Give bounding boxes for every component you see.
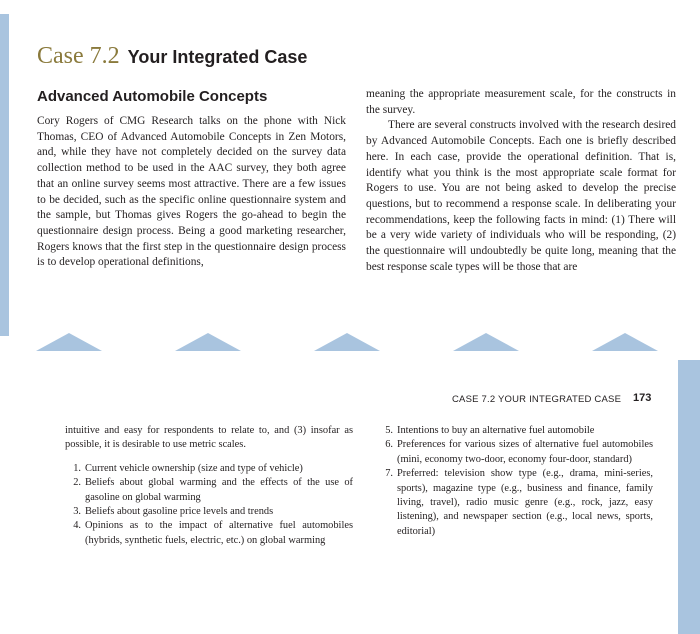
page-break-divider bbox=[0, 333, 700, 357]
body-paragraph: intuitive and easy for respondents to relate to, and (3) insofar as possible, it is desirable to use metric scales. bbox=[65, 425, 353, 451]
list-item: 5. Intentions to buy an alternative fuel automobile bbox=[385, 425, 595, 436]
left-margin-bar bbox=[0, 14, 9, 336]
lower-left-column bbox=[65, 424, 353, 548]
right-column bbox=[366, 87, 676, 275]
triangle-marker-icon bbox=[36, 333, 102, 351]
lower-right-column bbox=[377, 424, 653, 539]
triangle-marker-icon bbox=[592, 333, 658, 351]
construct-list bbox=[65, 462, 353, 548]
running-head: CASE 7.2 YOUR INTEGRATED CASE bbox=[452, 394, 622, 405]
case-title-text: Your Integrated Case bbox=[127, 47, 308, 67]
page-number: 173 bbox=[633, 392, 652, 404]
triangle-marker-icon bbox=[314, 333, 380, 351]
list-item: 2. Beliefs about global warming and the effects of the use of gasoline on global warming bbox=[73, 477, 353, 503]
list-item: 6. Preferences for various sizes of alternative fuel automobiles (mini, economy two-door, economy four-door, standard) bbox=[385, 439, 653, 465]
list-item: 7. Preferred: television show type (e.g., drama, mini-series, sports), magazine type (e.g., business and finance, family living, travel), radio music genre (e.g., rock, jazz, easy listening), and newspaper section (e.g., local news, sports, editorial) bbox=[385, 468, 653, 537]
right-margin-bar bbox=[678, 360, 700, 634]
body-paragraph: Cory Rogers of CMG Research talks on the phone with Nick Thomas, CEO of Advanced Automobile Concepts in Zen Motors, and, while they have not completely decided on the survey data collection method to be used in the AAC survey, they both agree that an online survey seems most attractive. There are a few issues to be decided, such as the specific online questionnaire system and the sample, but Thomas gives Rogers the go-ahead to begin the questionnaire design process. Being a good marketing researcher, Rogers knows that the first step in the questionnaire design process is to develop operational definitions, bbox=[37, 115, 346, 269]
list-item: 1. Current vehicle ownership (size and type of vehicle) bbox=[73, 462, 303, 474]
construct-list bbox=[377, 424, 653, 539]
section-heading: Advanced Automobile Concepts bbox=[37, 88, 268, 105]
list-item: 3. Beliefs about gasoline price levels and trends bbox=[73, 506, 274, 518]
list-item: 4. Opinions as to the impact of alternative fuel automobiles (hybrids, synthetic fuels, electric, etc.) on global warming bbox=[73, 520, 353, 546]
triangle-marker-icon bbox=[175, 333, 241, 351]
body-paragraph: meaning the appropriate measurement scale, for the constructs in the survey. bbox=[366, 88, 676, 116]
body-paragraph: There are several constructs involved with the research desired by Advanced Automobile Concepts. Each one is briefly described here. In each case, provide the operational definition. That is, identify what you think is the most appropriate scale format for Rogers to use. You are not being asked to develop the precise questions, but to recommend a response scale. In deliberating your recommendations, keep the following facts in mind: (1) There will be a very wide variety of individuals who will be responding, (2) the questionnaire will undoubtedly be quite long, meaning that the best response scale types will be those that are bbox=[366, 119, 676, 273]
case-number: Case 7.2 bbox=[37, 43, 120, 69]
left-column bbox=[37, 114, 346, 271]
triangle-marker-icon bbox=[453, 333, 519, 351]
case-title bbox=[37, 43, 307, 70]
